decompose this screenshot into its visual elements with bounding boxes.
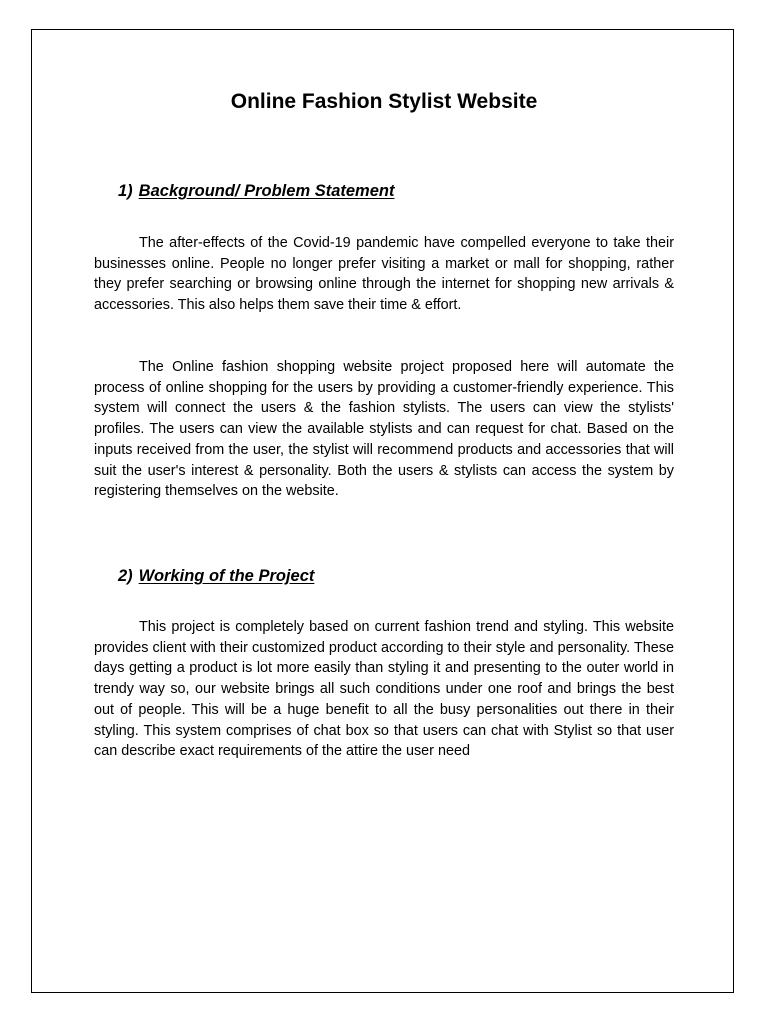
paragraph-background-1: The after-effects of the Covid-19 pandemic have compelled everyone to take their businesses online. People no longer prefer visiting a market or mall for shopping, rather they prefer searching or browsing online through the internet for shopping new arrivals & accessories. This also helps them save their time & effort.	[94, 235, 674, 314]
section-heading-background	[118, 182, 394, 201]
section-heading-text: Background/ Problem Statement	[138, 182, 395, 200]
section-number: 2)	[118, 567, 133, 585]
section-number: 1)	[118, 182, 133, 200]
section-heading-text: Working of the Project	[138, 567, 315, 585]
section-heading-working	[118, 567, 314, 586]
paragraph-working-1: This project is completely based on current fashion trend and styling. This website provides client with their customized product according to their style and personality. These days getting a product is lot more easily than styling it and presenting to the outer world in trendy way so, our website brings all such conditions under one roof and brings the best out of people. This will be a huge benefit to all the busy personalities out there in their styling. This system comprises of chat box so that users can chat with Stylist so that user can describe exact requirements of the attire the user need	[94, 619, 674, 760]
page-border	[31, 29, 734, 993]
document-title: Online Fashion Stylist Website	[230, 90, 538, 113]
paragraph-background-2: The Online fashion shopping website project proposed here will automate the process of online shopping for the users by providing a customer-friendly experience. This system will connect the users & the fashion stylists. The users can view the stylists' profiles. The users can view the available stylists and can request for chat. Based on the inputs received from the user, the stylist will recommend products and accessories that will suit the user's interest & personality. Both the users & stylists can access the system by registering themselves on the website.	[94, 359, 674, 500]
